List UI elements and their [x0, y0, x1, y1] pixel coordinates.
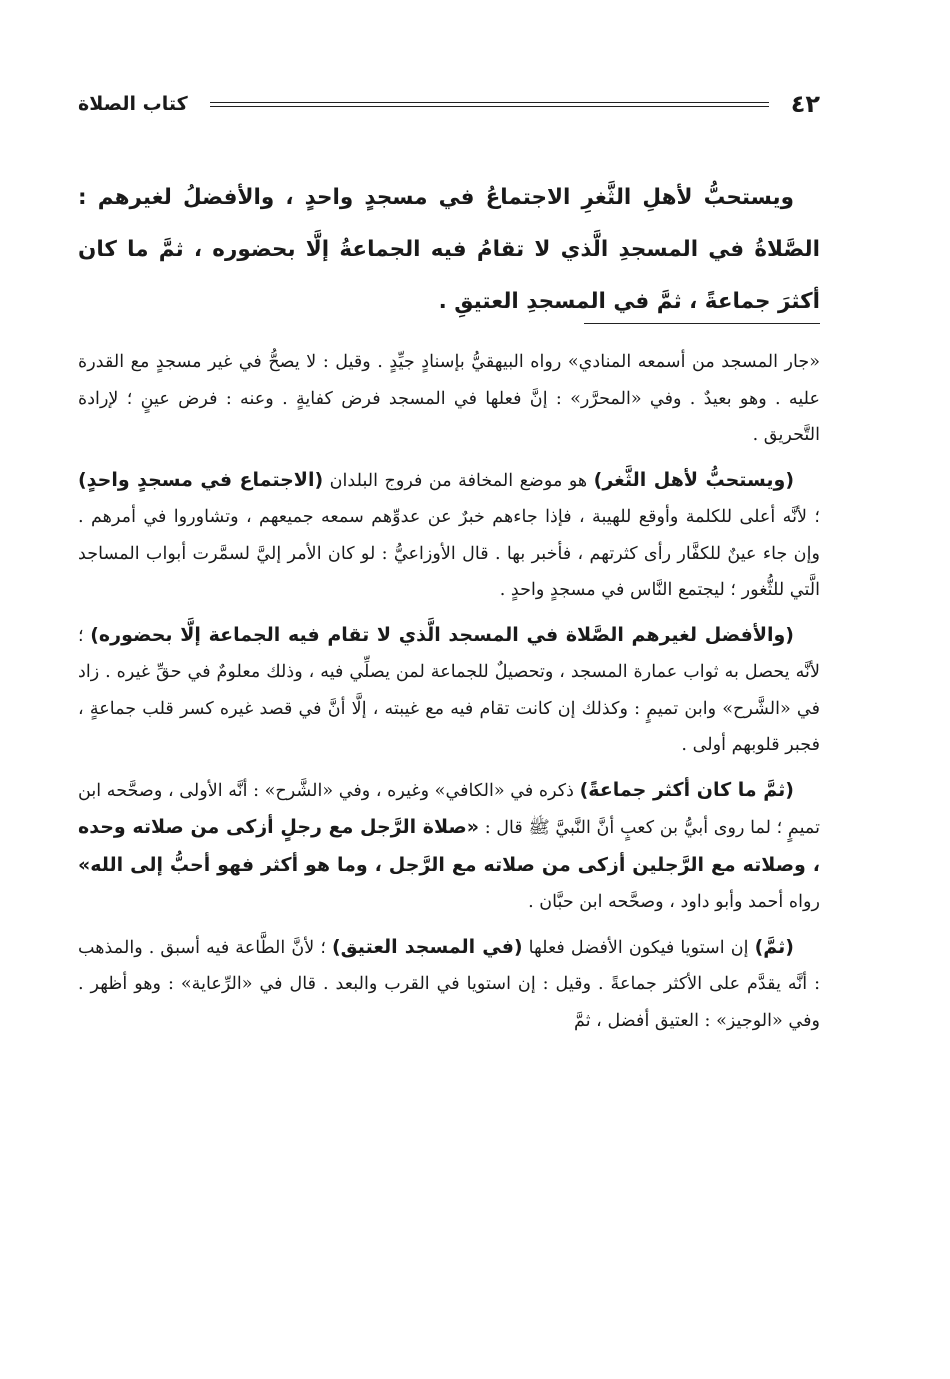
commentary-text: إن استويا فيكون الأفضل فعلها: [522, 937, 755, 958]
book-title: كتاب الصلاة: [78, 93, 188, 115]
commentary-text: رواه أحمد وأبو داود ، وصحَّحه ابن حبَّان .: [528, 892, 820, 912]
running-header: [78, 84, 820, 124]
commentary-text: ذكره في «الكافي» وغيره ، وفي «الشَّرح» : أنَّه الأولى ، وصحَّحه ابن تميمٍ ؛ لما روى أبيُّ بن كعبٍ أنَّ النَّبيَّ ﷺ قال :: [78, 780, 820, 838]
commentary-paragraph-4: [78, 772, 820, 921]
main-text-paragraph: ويستحبُّ لأهلِ الثَّغرِ الاجتماعُ في مسجدٍ واحدٍ ، والأفضلُ لغيرهم : الصَّلاةُ في المسجدِ الَّذي لا تقامُ فيه الجماعةُ إلَّا بحضوره ، ثمَّ ما كان أكثرَ جماعةً ، ثمَّ في المسجدِ العتيقِ .: [78, 185, 820, 314]
commentary-text: ؛ لأنَّه يحصل به ثواب عمارة المسجد ، وتحصيلٌ للجماعة لمن يصلِّي فيه ، وذلك معلومٌ في حقِّ غيره . زاد في «الشَّرح» وابن تميمٍ : وكذلك إن كانت تقام فيه مع غيبته ، إلَّا أنَّ في قصد غيره كسر قلب جماعةٍ ، فجبر قلوبهم أولى .: [78, 625, 820, 755]
page-number: ٤٢: [790, 90, 820, 118]
quoted-matn: (الاجتماع في مسجدٍ واحدٍ): [78, 468, 324, 491]
book-page: [78, 0, 820, 1379]
commentary-paragraph-5: [78, 929, 820, 1040]
commentary-text: «جار المسجد من أسمعه المنادي» رواه البيهقيُّ بإسنادٍ جيِّدٍ . وقيل : لا يصحُّ في غير مسجدٍ مع القدرة عليه . وهو بعيدٌ . وفي «المحرَّر» : إنَّ فعلها في المسجد فرض كفايةٍ . وعنه : فرض عينٍ ؛ لإرادة التَّحريق .: [78, 352, 820, 445]
quoted-matn: (ثمَّ ما كان أكثر جماعةً): [579, 778, 794, 801]
quoted-matn: (في المسجد العتيق): [332, 935, 523, 958]
commentary-paragraph-2: [78, 462, 820, 609]
commentary-text: ؛ لأنَّه أعلى للكلمة وأوقع للهيبة ، فإذا جاءهم خبرٌ عن عدوِّهم سمعه جميعهم ، وتشاوروا في أمرهم . وإن جاء عينٌ للكفَّار رأى كثرتهم ، فأخبر بها . قال الأوزاعيُّ : لو كان الأمر إليَّ لسمَّرت أبواب المساجد الَّتي للثُّغور ؛ ليجتمع النَّاس في مسجدٍ واحدٍ .: [78, 507, 820, 600]
quoted-matn: (ثمَّ): [754, 935, 794, 958]
quoted-matn: (ويستحبُّ لأهل الثَّغر): [593, 468, 795, 491]
quoted-matn: (والأفضل لغيرهم الصَّلاة في المسجد الَّذي لا تقام فيه الجماعة إلَّا بحضوره): [90, 623, 794, 646]
commentary-text: ؛ لأنَّ الطَّاعة فيه أسبق . والمذهب : أنَّه يقدَّم على الأكثر جماعةً . وقيل : إن استويا في القرب والبعد . قال في «الرِّعاية» : وهو أظهر . وفي «الوجيز» : العتيق أفضل ، ثمَّ: [78, 937, 820, 1031]
commentary-text: هو موضع المخافة من فروج البلدان: [323, 470, 594, 491]
commentary-paragraph-1: [78, 344, 820, 454]
commentary-section: [78, 344, 820, 1047]
commentary-paragraph-3: [78, 617, 820, 764]
hadith-quote: «صلاة الرَّجل مع رجلٍ أزكى من صلاته وحده ، وصلاته مع الرَّجلين أزكى من صلاته مع الرَّجل ، وما هو أكثر فهو أحبُّ إلى الله»: [78, 816, 820, 876]
footnote-separator: [584, 323, 820, 324]
header-rule: [210, 102, 769, 107]
